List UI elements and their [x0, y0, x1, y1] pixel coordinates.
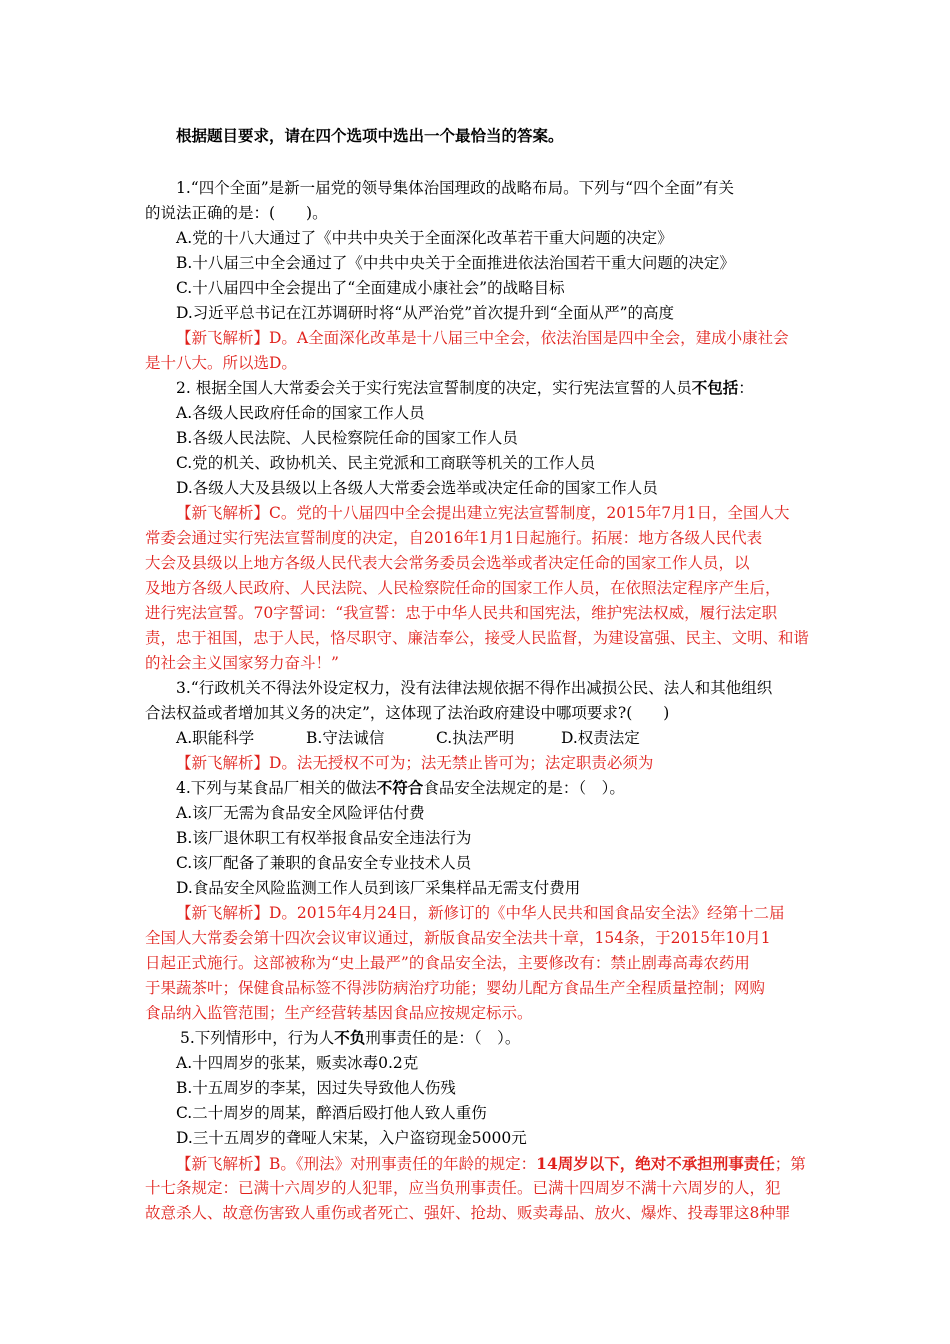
q3-analysis: 【新飞解析】D。法无授权不可为；法无禁止皆可为；法定职责必须为	[176, 754, 654, 772]
q4-analysis-line1: 【新飞解析】D。2015年4月24日，新修订的《中华人民共和国食品安全法》经第十二届	[176, 904, 785, 922]
q4-analysis-line3: 日起正式施行。这部被称为“史上最严”的食品安全法，主要修改有：禁止剧毒高毒农药用	[145, 954, 750, 972]
q4-stem	[145, 776, 810, 801]
q5-option-a: A.十四周岁的张某，贩卖冰毒0.2克	[176, 1054, 419, 1072]
q5-analysis-pre: 【新飞解析】B。《刑法》对刑事责任的年龄的规定：	[176, 1155, 537, 1173]
q5-analysis-emphasis: 14周岁以下，绝对不承担刑事责任	[536, 1154, 775, 1173]
q3-option-a: A.职能科学	[176, 729, 255, 747]
q4-analysis-line2: 全国人大常委会第十四次会议审议通过，新版食品安全法共十章，154条，于2015年10月1	[145, 929, 771, 947]
instruction-heading: 根据题目要求，请在四个选项中选出一个最恰当的答案。	[176, 127, 564, 145]
q5-analysis-line2: 十七条规定：已满十六周岁的人犯罪，应当负刑事责任。已满十四周岁不满十六周岁的人，犯	[145, 1179, 781, 1197]
q4-option-d: D.食品安全风险监测工作人员到该厂采集样品无需支付费用	[176, 879, 581, 897]
q2-analysis-line3: 大会及县级以上地方各级人民代表大会常务委员会选举或者决定任命的国家工作人员，以	[145, 554, 750, 572]
q5-analysis-post: ；第	[774, 1155, 806, 1173]
q2-option-c: C.党的机关、政协机关、民主党派和工商联等机关的工作人员	[176, 454, 596, 472]
q2-analysis-line2: 常委会通过实行宪法宣誓制度的决定，自2016年1月1日起施行。拓展：地方各级人民代表	[145, 529, 763, 547]
q4-analysis-line4: 于果蔬茶叶；保健食品标签不得涉防病治疗功能；婴幼儿配方食品生产全程质量控制；网购	[145, 979, 766, 997]
q1-option-c: C.十八届四中全会提出了“全面建成小康社会”的战略目标	[176, 279, 565, 297]
q2-stem	[145, 376, 810, 401]
q3-option-d: D.权责法定	[561, 729, 640, 747]
q5-stem-emphasis: 不负	[334, 1029, 366, 1047]
q3-option-c: C.执法严明	[436, 729, 515, 747]
q1-analysis-line1: 【新飞解析】D。A全面深化改革是十八届三中全会，依法治国是四中全会，建成小康社会	[176, 329, 789, 347]
q2-option-a: A.各级人民政府任命的国家工作人员	[176, 404, 425, 422]
q2-analysis-line7: 的社会主义国家努力奋斗！”	[145, 654, 339, 672]
q4-option-a: A.该厂无需为食品安全风险评估付费	[176, 804, 425, 822]
q1-option-d: D.习近平总书记在江苏调研时将“从严治党”首次提升到“全面从严”的高度	[176, 304, 675, 322]
q3-option-b: B.守法诚信	[306, 729, 385, 747]
q5-stem	[145, 1026, 810, 1051]
q5-analysis-line1	[145, 1151, 810, 1176]
q2-analysis-line6: 责，忠于祖国，忠于人民，恪尽职守、廉洁奉公，接受人民监督，为建设富强、民主、文明、和谐	[145, 629, 809, 647]
q1-stem-line2: 的说法正确的是：( )。	[145, 204, 328, 222]
q5-option-b: B.十五周岁的李某，因过失导致他人伤残	[176, 1079, 456, 1097]
q5-option-d: D.三十五周岁的聋哑人宋某，入户盗窃现金5000元	[176, 1129, 527, 1147]
q4-stem-emphasis: 不符合	[376, 779, 424, 797]
q2-option-d: D.各级人大及县级以上各级人大常委会选举或决定任命的国家工作人员	[176, 479, 658, 497]
q3-stem-line1: 3.“行政机关不得法外设定权力，没有法律法规依据不得作出减损公民、法人和其他组织	[176, 679, 773, 697]
q2-stem-pre: 2. 根据全国人大常委会关于实行宪法宣誓制度的决定，实行宪法宣誓的人员	[176, 379, 692, 397]
q5-analysis-line3: 故意杀人、故意伤害致人重伤或者死亡、强奸、抢劫、贩卖毒品、放火、爆炸、投毒罪这8种罪	[145, 1204, 791, 1222]
q4-option-c: C.该厂配备了兼职的食品安全专业技术人员	[176, 854, 472, 872]
q3-options-row	[145, 726, 810, 751]
q3-stem-line2: 合法权益或者增加其义务的决定”，这体现了法治政府建设中哪项要求?( )	[145, 704, 670, 722]
q1-option-b: B.十八届三中全会通过了《中共中央关于全面推进依法治国若干重大问题的决定》	[176, 254, 735, 272]
q5-stem-post: 刑事责任的是：（ ）。	[365, 1029, 521, 1047]
q4-stem-post: 食品安全法规定的是：（ ）。	[423, 779, 625, 797]
q2-analysis-line1: 【新飞解析】C。党的十八届四中全会提出建立宪法宣誓制度，2015年7月1日，全国人大	[176, 504, 790, 522]
q2-analysis-line4: 及地方各级人民政府、人民法院、人民检察院任命的国家工作人员，在依照法定程序产生后，	[145, 579, 781, 597]
q4-stem-pre: 4.下列与某食品厂相关的做法	[176, 779, 377, 797]
q4-option-b: B.该厂退休职工有权举报食品安全违法行为	[176, 829, 472, 847]
q2-stem-emphasis: 不包括	[691, 379, 739, 397]
q5-option-c: C.二十周岁的周某，醉酒后殴打他人致人重伤	[176, 1104, 487, 1122]
q2-stem-post: ：	[738, 379, 754, 397]
q1-analysis-line2: 是十八大。所以选D。	[145, 354, 297, 372]
q1-option-a: A.党的十八大通过了《中共中央关于全面深化改革若干重大问题的决定》	[176, 229, 673, 247]
q1-stem-line1: 1.“四个全面”是新一届党的领导集体治国理政的战略布局。下列与“四个全面”有关	[176, 179, 734, 197]
q2-analysis-line5: 进行宪法宣誓。70字誓词：“我宣誓：忠于中华人民共和国宪法，维护宪法权威，履行法定职	[145, 604, 778, 622]
q2-option-b: B.各级人民法院、人民检察院任命的国家工作人员	[176, 429, 518, 447]
q5-stem-pre: 5.下列情形中，行为人	[180, 1029, 335, 1047]
q4-analysis-line5: 食品纳入监管范围；生产经营转基因食品应按规定标示。	[145, 1004, 533, 1022]
document-body	[145, 124, 810, 1226]
